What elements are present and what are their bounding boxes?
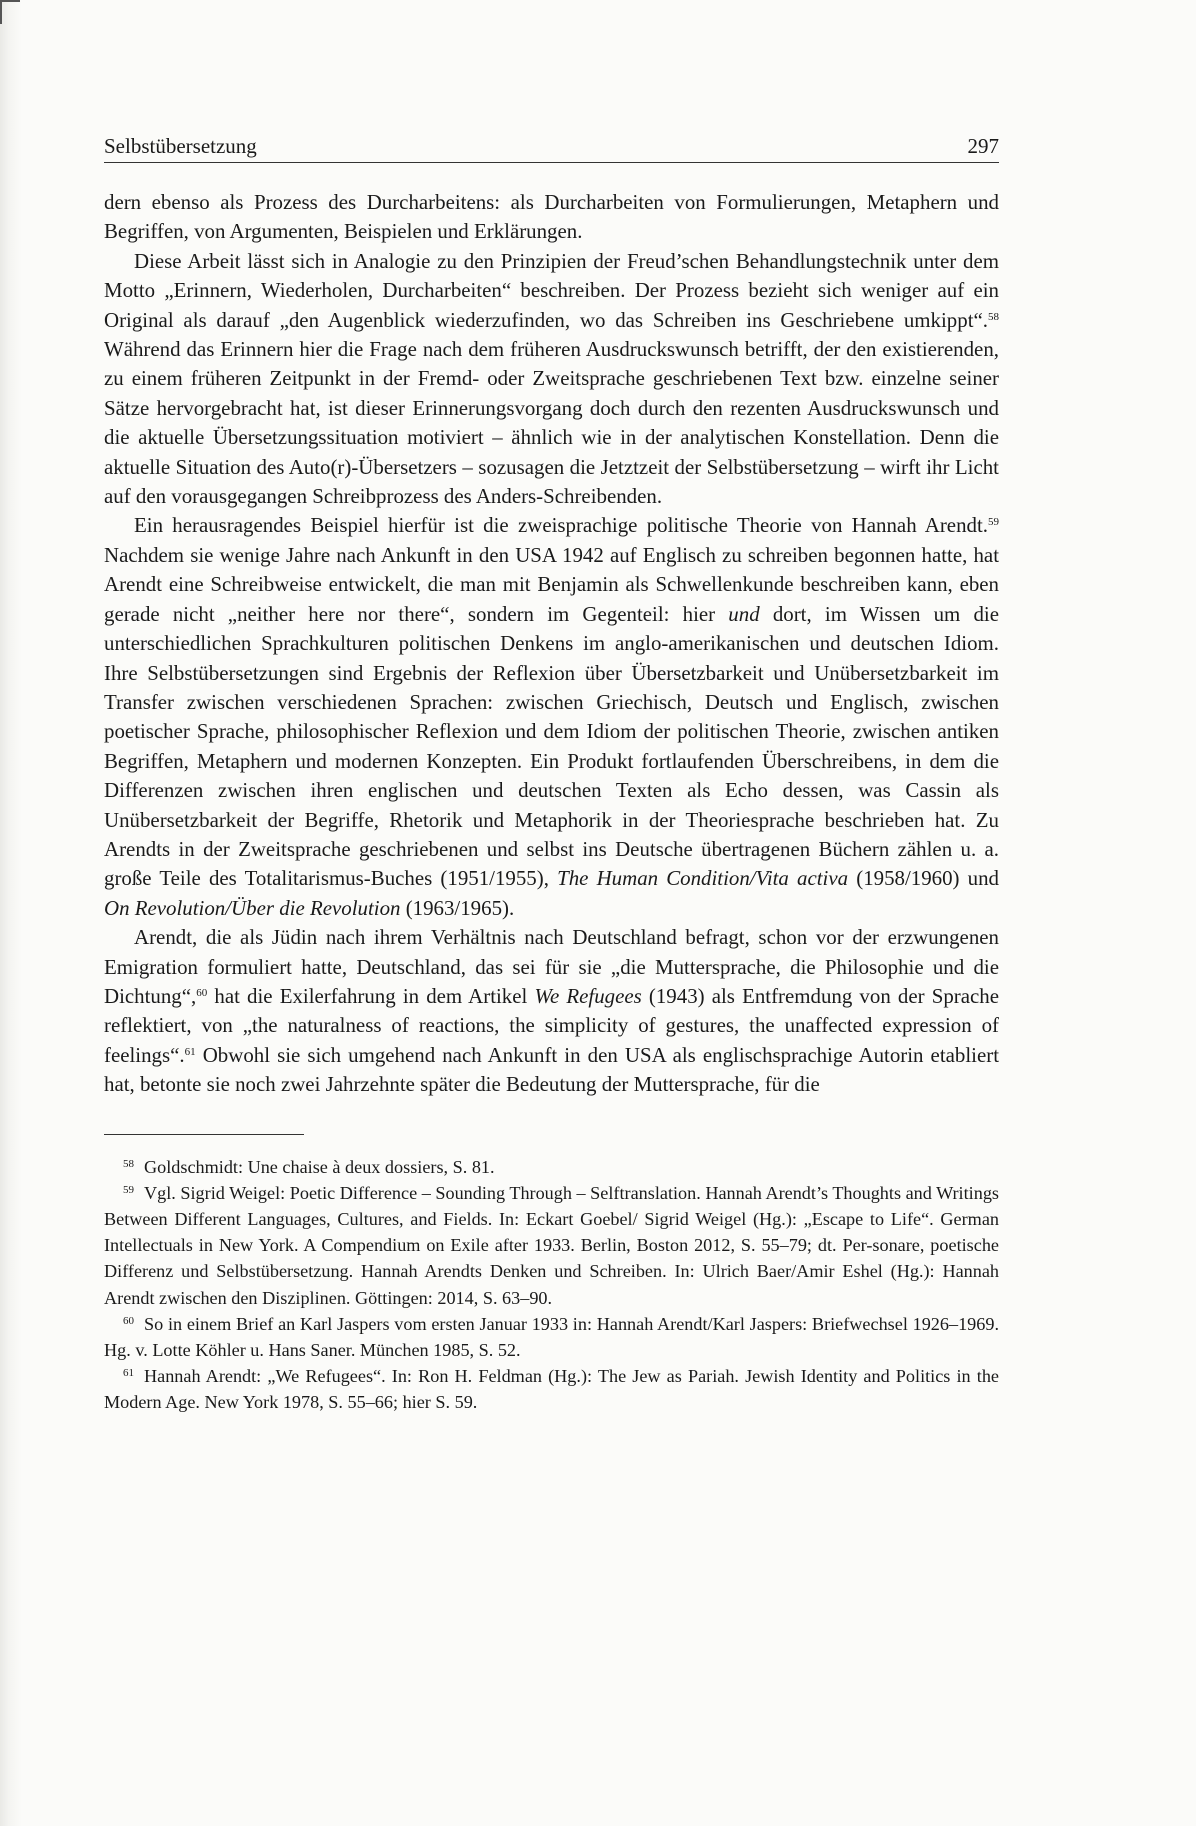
footnote-text: Goldschmidt: Une chaise à deux dossiers, S. 81.	[144, 1156, 495, 1177]
running-head-title: Selbstübersetzung	[104, 134, 257, 158]
book-page	[104, 134, 999, 1416]
footnote-ref-60[interactable]: 60	[196, 986, 208, 999]
paragraph-3	[104, 511, 999, 923]
paragraph-1-text: dern ebenso als Prozess des Durcharbeitens: als Durcharbeiten von Formulierungen, Metaphern und Begriffen, von Argumenten, Beispielen und Erklärungen.	[104, 190, 999, 244]
footnote-number: 61	[123, 1367, 134, 1380]
page-number: 297	[967, 134, 999, 158]
footnote	[104, 1180, 999, 1311]
paragraph-4-text-d: Obwohl sie sich umgehend nach Ankunft in den USA als englischsprachige Autorin etabliert hat, betonte sie noch zwei Jahrzehnte später die Bedeutung der Muttersprache, für die	[104, 1042, 999, 1097]
paragraph-4-text-b: hat die Exilerfahrung in dem Artikel	[207, 983, 535, 1008]
paragraph-2	[104, 247, 999, 512]
footnote-rule	[104, 1134, 304, 1135]
article-title-we-refugees: We Refugees	[534, 983, 642, 1008]
footnote-ref-59[interactable]: 59	[988, 516, 999, 529]
book-title-on-revolution: On Revolution/Über die Revolution	[104, 895, 401, 920]
footnote-text: Vgl. Sigrid Weigel: Poetic Difference – Sounding Through – Selftranslation. Hannah Arendt’s Thoughts and Writings Between Different Languages, Cultures, and Fields. In: Eckart Goebel/ Sigrid Weigel (Hg.): „Escape to Life“. German Intellectuals in New York. A Compendium on Exile after 1933. Berlin, Boston 2012, S. 55–79; dt. Per-sonare, poetische Differenz und Selbstübersetzung. Hannah Arendts Denken und Schreiben. In: Ulrich Baer/Amir Eshel (Hg.): Hannah Arendt zwischen den Disziplinen. Göttingen: 2014, S. 63–90.	[104, 1182, 999, 1308]
paragraph-4-text-c: (1943) als Entfremdung von der Sprache reflektiert, von „the naturalness of reactions, the simplicity of gestures, the unaffected expression of feelings“.	[104, 983, 999, 1067]
paragraph-3-text-c: dort, im Wissen um die unterschiedlichen Sprachkulturen politischen Denkens im anglo-amerikanischen und deutschen Idiom. Ihre Selbstübersetzungen sind Ergebnis der Reflexion über Übersetzbarkeit und Unübersetzbarkeit im Transfer zwischen verschiedenen Sprachen: zwischen Griechisch, Deutsch und Englisch, zwischen poetischer Sprache, philosophischer Reflexion und dem Idiom der politischen Theorie, zwischen antiken Begriffen, Metaphern und modernen Konzepten. Ein Produkt fortlaufenden Überschreibens, in dem die Differenzen zwischen ihren englischen und deutschen Texten als Echo dessen, was Cassin als Unübersetzbarkeit der Begriffe, Rhetorik und Metaphorik in der Theoriesprache beschrieben hat. Zu Arendts in der Zweitsprache geschriebenen und selbst ins Deutsche übertragenen Büchern zählen u. a. große Teile des Totalitarismus-Buches (1951/1955),	[104, 601, 1000, 891]
body-text	[104, 188, 999, 1100]
footnote-number: 58	[123, 1157, 134, 1170]
footnote-number: 60	[123, 1314, 134, 1327]
paragraph-2-text-a: Diese Arbeit lässt sich in Analogie zu den Prinzipien der Freud’schen Behandlungstechnik unter dem Motto „Erinnern, Wiederholen, Durcharbeiten“ beschreiben. Der Prozess bezieht sich weniger auf ein Original als darauf „den Augenblick wiederzufinden, wo das Schreiben ins Geschriebene umkippt“.	[104, 248, 999, 332]
footnote-ref-58[interactable]: 58	[988, 310, 999, 323]
paragraph-3-text-e: (1963/1965).	[400, 895, 515, 920]
footnote	[104, 1154, 999, 1180]
paragraph-1	[104, 188, 999, 247]
scan-edge	[0, 0, 22, 1826]
paragraph-3-text-d: (1958/1960) und	[848, 866, 1000, 891]
footnote-text: Hannah Arendt: „We Refugees“. In: Ron H. Feldman (Hg.): The Jew as Pariah. Jewish Identity and Politics in the Modern Age. New York 1978, S. 55–66; hier S. 59.	[104, 1366, 999, 1413]
footnotes	[104, 1154, 999, 1416]
footnote-text: So in einem Brief an Karl Jaspers vom ersten Januar 1933 in: Hannah Arendt/Karl Jaspers: Briefwechsel 1926–1969. Hg. v. Lotte Köhler u. Hans Saner. München 1985, S. 52.	[104, 1313, 999, 1361]
emphasis-und: und	[728, 601, 760, 626]
footnote	[104, 1363, 999, 1415]
scan-corner-mark	[0, 0, 20, 24]
paragraph-2-text-b: Während das Erinnern hier die Frage nach dem früheren Ausdruckswunsch betrifft, der den existierenden, zu einem früheren Zeitpunkt in der Fremd- oder Zweitsprache geschriebenen Text bzw. einzelne seiner Sätze hervorgebracht hat, ist dieser Erinnerungsvorgang doch durch den rezenten Ausdruckswunsch und die aktuelle Übersetzungssituation motiviert – ähnlich wie in der analytischen Konstellation. Denn die aktuelle Situation des Auto(r)-Übersetzers – sozusagen die Jetztzeit der Selbstübersetzung – wirft ihr Licht auf den vorausgegangen Schreibprozess des Anders-Schreibenden.	[104, 337, 999, 509]
footnote-ref-61[interactable]: 61	[184, 1045, 196, 1058]
book-title-human-condition: The Human Condition/Vita activa	[557, 866, 849, 891]
running-head	[104, 134, 999, 163]
paragraph-4	[104, 923, 999, 1099]
footnote-number: 59	[123, 1183, 134, 1196]
paragraph-4-text-a: Arendt, die als Jüdin nach ihrem Verhältnis nach Deutschland befragt, schon vor der erzwungenen Emigration formuliert hatte, Deutschland, das sei für sie „die Muttersprache, die Philosophie und die Dichtung“,	[104, 925, 999, 1008]
paragraph-3-text-a: Ein herausragendes Beispiel hierfür ist die zweisprachige politische Theorie von Hannah Arendt.	[134, 513, 988, 538]
paragraph-3-text-b: Nachdem sie wenige Jahre nach Ankunft in den USA 1942 auf Englisch zu schreiben begonnen hatte, hat Arendt eine Schreibweise entwickelt, die man mit Benjamin als Schwellenkunde beschreiben kann, eben gerade nicht „neither here nor there“, sondern im Gegenteil: hier	[104, 542, 999, 626]
footnote	[104, 1311, 999, 1363]
